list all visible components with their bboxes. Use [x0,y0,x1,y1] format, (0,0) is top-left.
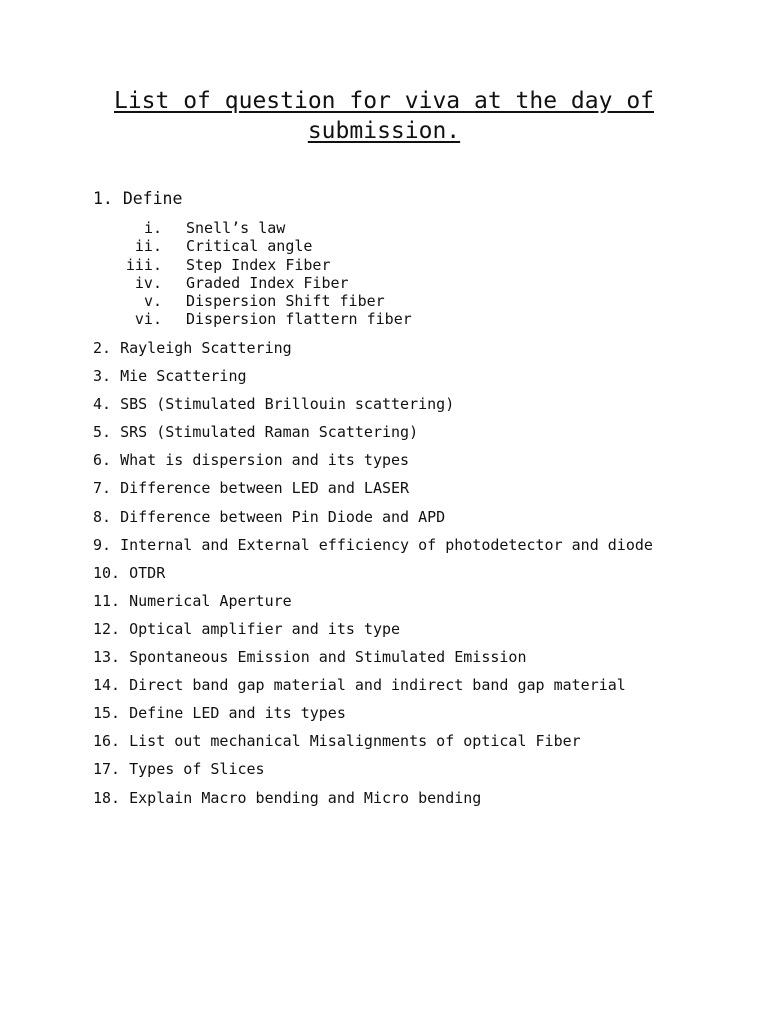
sublist-item-text: Dispersion flattern fiber [186,310,412,329]
sublist-item-number: iii. [125,255,162,274]
question-text: Explain Macro bending and Micro bending [129,788,482,807]
sublist-item-number: iv. [134,273,162,292]
sublist-item-number: i. [143,219,162,237]
question-item [93,395,733,423]
sublist-item [0,310,768,328]
question-number: 13. [93,648,121,667]
question-list [93,339,733,817]
question-number: 18. [93,788,121,807]
question-item [93,648,733,676]
question-text: SRS (Stimulated Raman Scattering) [120,423,419,442]
question-text: Direct band gap material and indirect band gap material [129,676,626,695]
question-text: List out mechanical Misalignments of optical Fiber [129,732,581,751]
define-heading [93,189,182,209]
sublist-item [0,256,768,274]
sublist-item [0,292,768,310]
question-text: Difference between Pin Diode and APD [120,507,446,526]
question-text: Types of Slices [129,760,265,779]
sublist-item-text: Graded Index Fiber [186,273,349,292]
sublist-item-text: Snell’s law [186,219,286,237]
question-number: 6. [93,451,112,470]
question-text: Difference between LED and LASER [120,479,410,498]
sublist-item [0,274,768,292]
question-text: What is dispersion and its types [120,451,410,470]
sublist-item-text: Dispersion Shift fiber [186,292,385,311]
question-item [93,451,733,479]
question-text: Internal and External efficiency of photodetector and diode [120,535,653,554]
question-text: Rayleigh Scattering [120,339,292,357]
question-item [93,367,733,395]
question-number: 3. [93,367,112,386]
question-item [93,732,733,760]
sublist-item-number: ii. [134,237,162,256]
question-text: OTDR [129,563,166,582]
question-number: 16. [93,732,121,751]
question-number: 2. [93,339,112,357]
question-item [93,564,733,592]
define-sublist [0,219,768,329]
question-item [93,620,733,648]
question-item [93,760,733,788]
question-item [93,423,733,451]
sublist-item-text: Step Index Fiber [186,255,331,274]
question-number: 11. [93,591,121,610]
page-title: List of question for viva at the day of submission. [113,88,655,144]
question-number: 10. [93,563,121,582]
question-text: Spontaneous Emission and Stimulated Emission [129,648,527,667]
question-number: 7. [93,479,112,498]
sublist-item-number: v. [143,292,162,311]
question-item [93,789,733,817]
question-item [93,704,733,732]
sublist-item-number: vi. [134,310,162,329]
question-number: 5. [93,423,112,442]
define-label: Define [122,189,183,208]
question-item [93,536,733,564]
question-item [93,479,733,507]
question-item [93,676,733,704]
question-text: Define LED and its types [129,704,346,723]
sublist-item [0,237,768,255]
sublist-item [0,219,768,237]
question-text: SBS (Stimulated Brillouin scattering) [120,395,455,414]
question-number: 14. [93,676,121,695]
question-text: Numerical Aperture [129,591,292,610]
question-text: Mie Scattering [120,367,247,386]
define-number: 1. [93,189,113,208]
question-number: 17. [93,760,121,779]
question-number: 9. [93,535,112,554]
question-text: Optical amplifier and its type [129,619,401,638]
question-item [93,508,733,536]
question-number: 15. [93,704,121,723]
question-item [93,339,733,367]
sublist-item-text: Critical angle [186,237,313,256]
question-number: 4. [93,395,112,414]
question-number: 8. [93,507,112,526]
question-item [93,592,733,620]
question-number: 12. [93,619,121,638]
